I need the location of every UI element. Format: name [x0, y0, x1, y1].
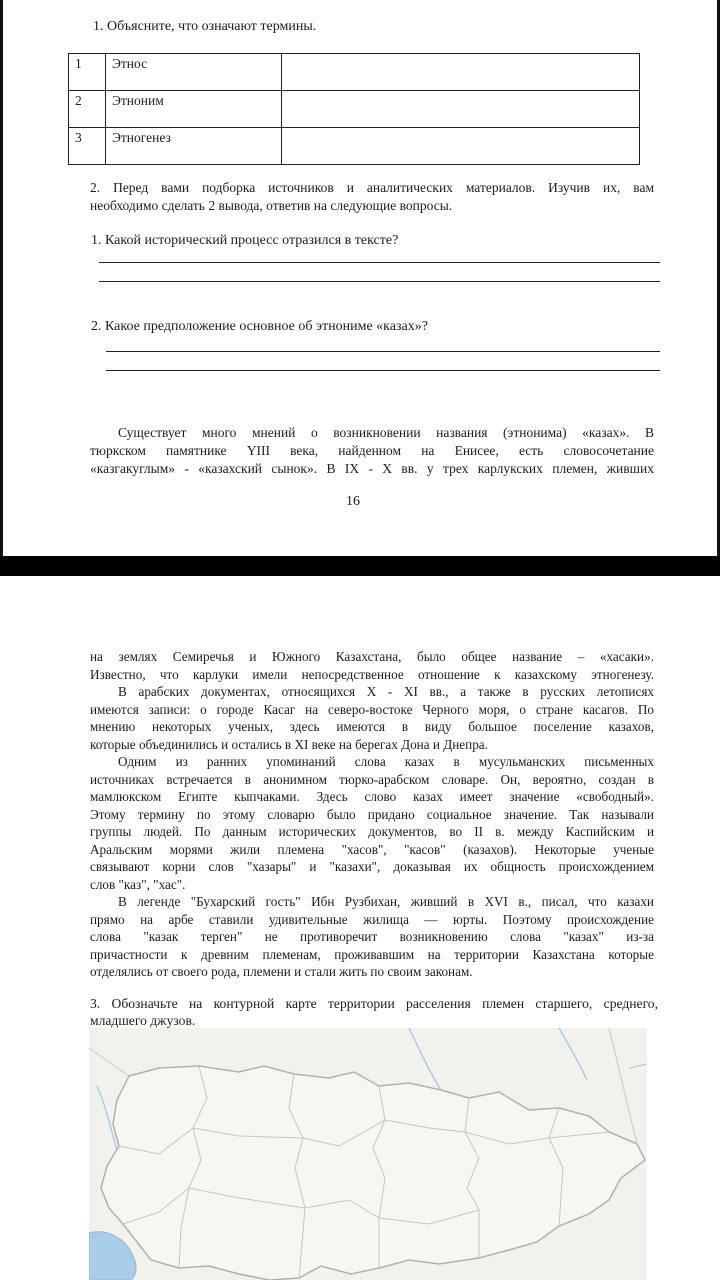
text-line: слов "каз", "хас". — [90, 876, 186, 892]
page-number: 16 — [346, 494, 360, 509]
page-bottom — [0, 576, 720, 1280]
paragraph-1 — [90, 648, 654, 683]
page-edge-left — [0, 0, 3, 556]
text-line: связывают корни слов "хазары" и "казахи", доказывая их общность происхождением — [90, 859, 654, 874]
answer-line[interactable] — [106, 370, 660, 371]
table-row — [69, 128, 640, 165]
text-line: мамлюкском Египте кыпчаками. Здесь слово казах имеет значение «свободный». — [90, 789, 654, 804]
subquestion-2: 2. Какое предположение основное об этнониме «казах»? — [91, 319, 428, 334]
text-line: прямо на арбе ставили удивительные жилища — юрты. Поэтому происхождение — [90, 911, 654, 927]
text-line: «казгакуглым» - «казахский сынок». В IX - X вв. у трех карлукских племен, живших — [90, 461, 654, 476]
text-line: отделялись от своего рода, племени и стали жить по своим законам. — [90, 964, 473, 979]
page-top — [0, 0, 720, 556]
text-line: 2. Перед вами подборка источников и аналитических материалов. Изучив их, вам — [90, 180, 654, 195]
answer-line[interactable] — [99, 281, 660, 282]
text-line: В арабских документах, относящихся X - XI вв., а также в русских летописях — [118, 684, 654, 699]
text-line: причастности к древним племенам, проживавшим на территории Казахстана которые — [90, 946, 654, 962]
source-text — [90, 424, 654, 478]
text-line: 3. Обозначьте на контурной карте территории расселения племен старшего, среднего, — [90, 996, 658, 1011]
answer-cell[interactable] — [282, 128, 640, 165]
answer-line[interactable] — [106, 351, 660, 352]
page-separator — [0, 556, 720, 576]
paragraph-4 — [90, 893, 654, 981]
text-line: Аральским морями жили племена "хасов", "касов" (казахов). Некоторые ученые — [90, 841, 654, 857]
text-line: группы людей. По данным исторических документов, во II в. между Каспийским и — [90, 824, 654, 839]
answer-line[interactable] — [99, 262, 660, 263]
text-line: слова "казак терген" не противоречит возникновению слова "казах" из-за — [90, 929, 654, 944]
answer-cell[interactable] — [282, 91, 640, 128]
term-label: Этнос — [106, 54, 282, 91]
answer-cell[interactable] — [282, 54, 640, 91]
term-number: 2 — [69, 91, 106, 128]
subquestion-1: 1. Какой исторический процесс отразился в тексте? — [91, 233, 399, 248]
table-row — [69, 54, 640, 91]
question-3 — [90, 995, 658, 1029]
terms-table — [68, 53, 640, 165]
text-line: мнению некоторых ученых, здесь имеются в виду большое поселение казахов, — [90, 719, 654, 734]
text-line: на землях Семиречья и Южного Казахстана, было общее название – «хасаки». — [90, 649, 654, 664]
text-line: которые объединились и остались в XI веке на берегах Дона и Днепра. — [90, 736, 488, 752]
text-line: младшего джузов. — [90, 1013, 196, 1028]
question-1-title: 1. Объясните, что означают термины. — [93, 19, 317, 34]
text-line: Одним из ранних упоминаний слова казах в мусульманских письменных — [118, 754, 654, 769]
paragraph-2 — [90, 683, 654, 753]
text-line: тюркском памятнике YIII века, найденном на Енисее, есть словосочетание — [90, 443, 654, 458]
contour-map[interactable] — [89, 1028, 647, 1280]
term-number: 3 — [69, 128, 106, 165]
text-line: имеются записи: о городе Касаг на северо-востоке Черного моря, о стране касагов. По — [90, 701, 654, 717]
table-row — [69, 91, 640, 128]
kazakhstan-outline-map — [89, 1028, 647, 1280]
term-label: Этногенез — [106, 128, 282, 165]
text-line: Существует много мнений о возникновении названия (этнонима) «казах». В — [118, 425, 654, 440]
text-line: Известно, что карлуки имели непосредственное отношение к казахскому этногенезу. — [90, 666, 654, 682]
text-line: необходимо сделать 2 вывода, ответив на следующие вопросы. — [90, 198, 453, 213]
text-line: источниках встречается в анонимном тюрко-арабском словаре. Он, вероятно, создан в — [90, 771, 654, 787]
paragraph-3 — [90, 753, 654, 893]
term-number: 1 — [69, 54, 106, 91]
text-line: В легенде "Бухарский гость" Ибн Рузбихан, живший в XVI в., писал, что казахи — [118, 894, 654, 909]
text-line: Этому термину по этому словарю было придано социальное значение. Так называли — [90, 806, 654, 822]
term-label: Этноним — [106, 91, 282, 128]
question-2-intro — [90, 179, 654, 215]
